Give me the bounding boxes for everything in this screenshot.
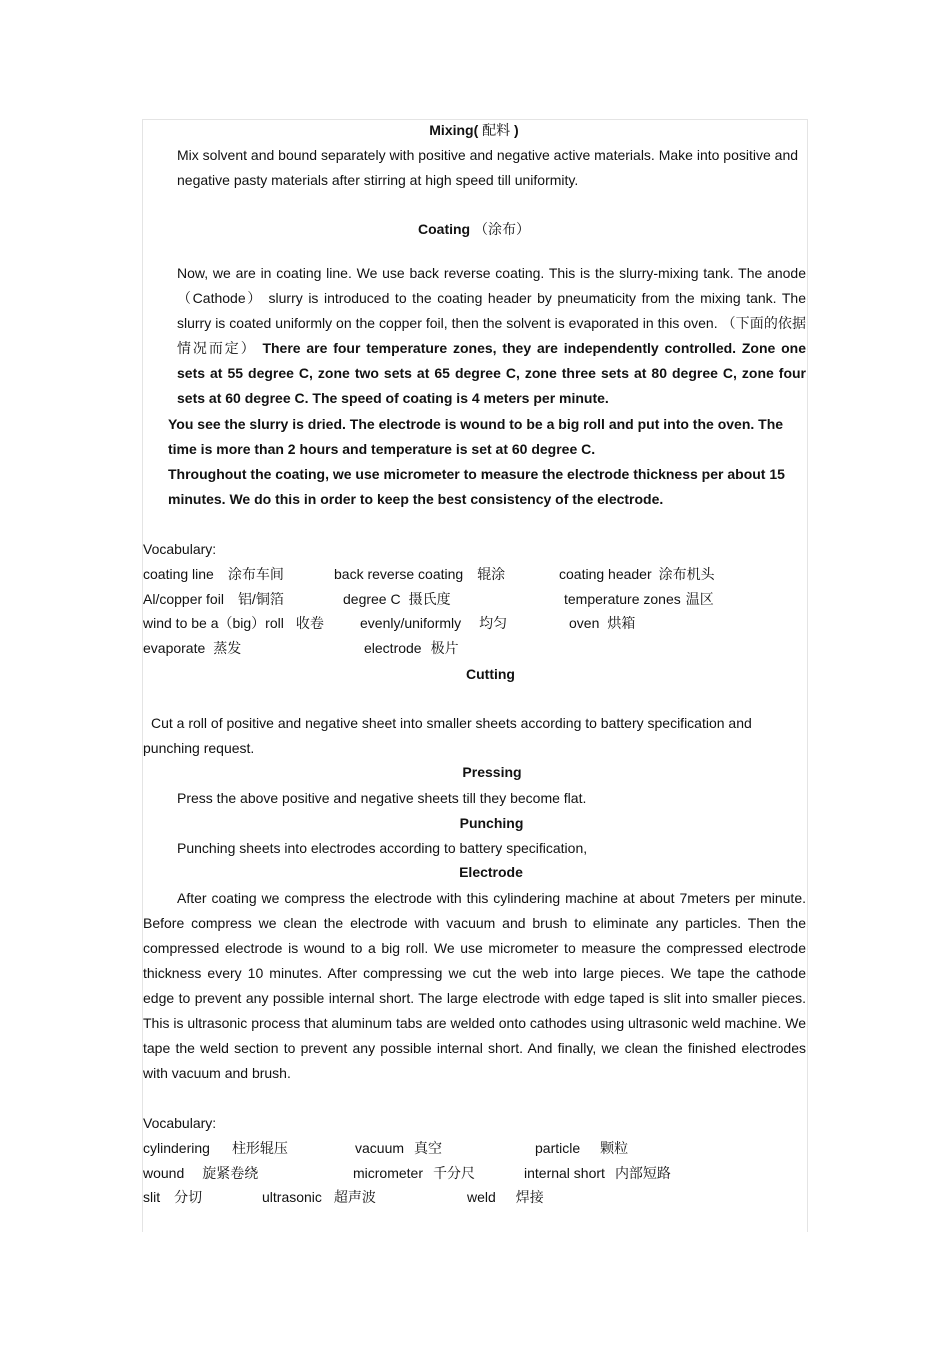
vocab1-label: Vocabulary: xyxy=(143,541,217,557)
coating-heading xyxy=(142,217,806,242)
vocab-item: oven 烘箱 xyxy=(569,615,636,631)
vocab-item: degree C 摄氏度 xyxy=(343,591,451,607)
punching-text: Punching sheets into electrodes according to battery specification, xyxy=(177,840,588,856)
vocab-item: wound 旋紧卷绕 xyxy=(143,1165,259,1181)
vocab-item: electrode 极片 xyxy=(364,640,459,656)
electrode-text: After coating we compress the electrode with this cylindering machine at about 7meters per minute. Before compress we clean the electrode with vacuum and brush to eliminate any particles. Then the compressed electrode is wound to a big roll. We use micrometer to measure the compressed electrode thickness every 10 minutes. After compressing we cut the web into large pieces. We tape the cathode edge to prevent any possible internal short. The large electrode with edge taped is slit into smaller pieces. This is ultrasonic process that aluminum tabs are welded onto cathodes using ultrasonic weld machine. We tape the weld section to prevent any possible internal short. And finally, we clean the finished electrodes with vacuum and brush. xyxy=(143,890,806,1081)
mixing-heading-close: ) xyxy=(514,122,519,138)
coating-heading-en: Coating xyxy=(418,221,471,237)
mixing-text: Mix solvent and bound separately with positive and negative active materials. Make into positive and negative pasty materials after stirring at high speed till uniformity. xyxy=(177,147,799,188)
vocab-item: back reverse coating 辊涂 xyxy=(334,566,506,582)
pressing-text: Press the above positive and negative sheets till they become flat. xyxy=(177,790,587,806)
vocab-item: vacuum 真空 xyxy=(355,1140,443,1156)
coating-para1-bold: There are four temperature zones, they are independently controlled. Zone one sets at 55 degree C, zone two sets at 65 degree C, zone three sets at 80 degree C, zone four sets at 60 degree C. The speed of coating is 4 meters per minute. xyxy=(177,340,806,406)
coating-para1-normal: Now, we are in coating line. We use back reverse coating. This is the slurry-mixing tank. The anode（Cathode） slurry is introduced to the coating header by pneumaticity from the mixing tank. The slurry is coated uniformly on the copper foil, then the solvent is evaporated in this oven. xyxy=(177,265,806,331)
vocab-item: Al/copper foil 铝/铜箔 xyxy=(143,591,284,607)
vocab-item: weld 焊接 xyxy=(467,1189,544,1205)
vocab-item: evenly/uniformly 均匀 xyxy=(360,615,508,631)
mixing-heading-en: Mixing( xyxy=(429,122,479,138)
coating-paragraph-1 xyxy=(143,261,806,411)
vocab-item: ultrasonic 超声波 xyxy=(262,1189,376,1205)
vocab-item: wind to be a（big）roll 收卷 xyxy=(143,615,324,631)
vocab-item: coating header 涂布机头 xyxy=(559,566,715,582)
vocab-item: particle 颗粒 xyxy=(535,1140,629,1156)
vocab-item: internal short 内部短路 xyxy=(524,1165,671,1181)
punching-heading: Punching xyxy=(459,815,524,831)
mixing-heading-zh: 配料 xyxy=(482,122,511,138)
coating-paragraph-2: You see the slurry is dried. The electrode is wound to be a big roll and put into the oven. The time is more than 2 hours and temperature is set at 60 degree C. xyxy=(168,416,784,457)
vocab-item: temperature zones 温区 xyxy=(564,591,714,607)
cutting-text: Cut a roll of positive and negative sheet into smaller sheets according to battery specification and punching request. xyxy=(143,715,752,756)
vocab-item: micrometer 千分尺 xyxy=(353,1165,476,1181)
vocab2-label: Vocabulary: xyxy=(143,1115,217,1131)
coating-paragraph-3: Throughout the coating, we use micrometer to measure the electrode thickness per about 15 minutes. We do this in order to keep the best consistency of the electrode. xyxy=(168,466,785,507)
pressing-heading: Pressing xyxy=(462,764,522,780)
vocab-item: evaporate 蒸发 xyxy=(143,640,242,656)
coating-heading-zh: （涂布） xyxy=(474,221,530,237)
coating-para1-note: （下面的依据情况而定） xyxy=(177,315,807,356)
cutting-heading: Cutting xyxy=(466,666,515,682)
mixing-heading xyxy=(142,118,806,143)
vocab-item: coating line 涂布车间 xyxy=(143,566,284,582)
electrode-heading: Electrode xyxy=(459,864,523,880)
vocab-item: slit 分切 xyxy=(143,1189,203,1205)
vocab-item: cylindering 柱形辊压 xyxy=(143,1140,288,1156)
